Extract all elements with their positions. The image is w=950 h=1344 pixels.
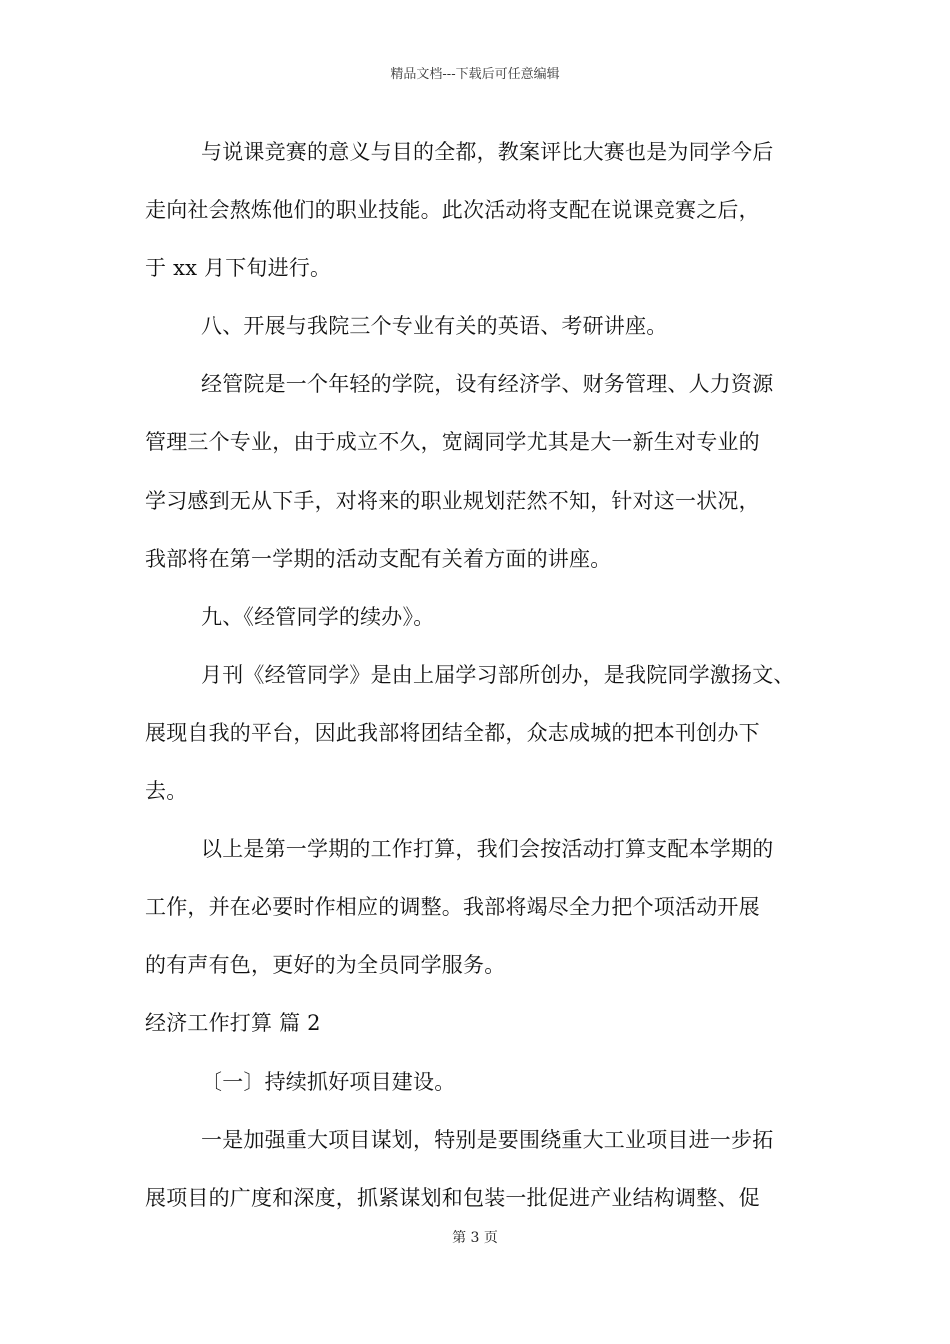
text-line: 管理三个专业，由于成立不久，宽阔同学尤其是大一新生对专业的 (145, 430, 760, 455)
page-header: 精品文档---下载后可任意编辑 (390, 67, 560, 82)
text-line: 学习感到无从下手，对将来的职业规划茫然不知，针对这一状况， (145, 488, 760, 513)
text-line: 展现自我的平台，因此我部将团结全都，众志成城的把本刊创办下 (145, 720, 760, 745)
section-heading: 〔一〕持续抓好项目建设。 (201, 1069, 456, 1094)
text-line: 展项目的广度和深度，抓紧谋划和包装一批促进产业结构调整、促 (145, 1185, 760, 1210)
text-line: 的有声有色，更好的为全员同学服务。 (145, 953, 506, 978)
article-title: 经济工作打算 篇 2 (145, 1011, 321, 1036)
text-line: 与说课竞赛的意义与目的全都，教案评比大赛也是为同学今后 (201, 140, 774, 164)
text-line: 走向社会熬炼他们的职业技能。此次活动将支配在说课竞赛之后， (145, 198, 760, 223)
text-line: 去。 (145, 779, 188, 804)
section-heading: 八、开展与我院三个专业有关的英语、考研讲座。 (201, 314, 668, 339)
text-line: 以上是第一学期的工作打算，我们会按活动打算支配本学期的 (201, 837, 774, 862)
text-line: 我部将在第一学期的活动支配有关着方面的讲座。 (145, 546, 612, 571)
text-line: 经管院是一个年轻的学院，设有经济学、财务管理、人力资源 (201, 372, 774, 397)
text-line: 于 xx 月下旬进行。 (145, 256, 332, 281)
document-body (145, 134, 825, 1238)
text-line: 月刊《经管同学》是由上届学习部所创办，是我院同学激扬文、 (201, 662, 795, 687)
page-number: 第 3 页 (452, 1230, 498, 1246)
text-line: 工作，并在必要时作相应的调整。我部将竭尽全力把个项活动开展 (145, 895, 760, 920)
text-line: 一是加强重大项目谋划，特别是要围绕重大工业项目进一步拓 (201, 1127, 774, 1152)
section-heading: 九、《经管同学的续办》。 (201, 604, 435, 629)
